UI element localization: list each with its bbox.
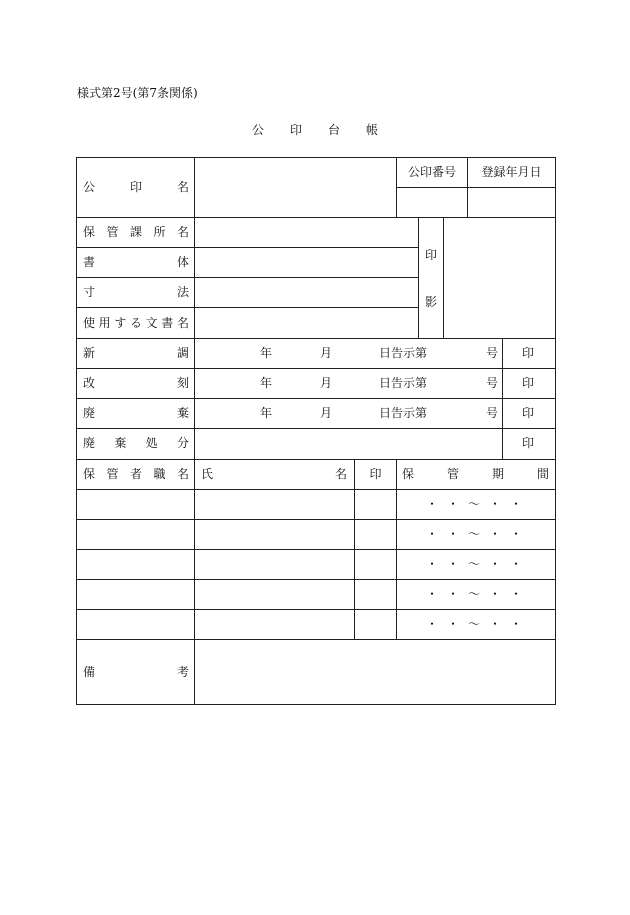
- label-column-divider: [194, 157, 195, 705]
- label-disposal: 廃 棄 処 分: [83, 436, 189, 450]
- row-line: [76, 459, 556, 460]
- row-line: [76, 217, 556, 218]
- period-marks: ・ ・ 〜 ・ ・: [426, 617, 522, 631]
- number-label: 号: [486, 376, 499, 390]
- row-line: [396, 187, 556, 188]
- label-new: 新 調: [83, 346, 189, 360]
- label-typeface: 書 体: [83, 255, 189, 269]
- col-line: [354, 459, 355, 640]
- notice-label: 日告示第: [379, 406, 428, 420]
- row-line: [76, 489, 556, 490]
- impression-label-1: 印: [425, 248, 438, 262]
- row-line: [76, 549, 556, 550]
- period-marks: ・ ・ 〜 ・ ・: [426, 527, 522, 541]
- period-marks: ・ ・ 〜 ・ ・: [426, 557, 522, 571]
- form-number: 様式第2号(第7条関係): [77, 86, 198, 100]
- col-line: [396, 459, 397, 640]
- period-marks: ・ ・ 〜 ・ ・: [426, 587, 522, 601]
- seal-number-header: 公印番号: [407, 165, 456, 179]
- keeper-period-header: 保 管 期 間: [402, 467, 549, 481]
- row-line: [76, 609, 556, 610]
- row-line: [76, 639, 556, 640]
- keeper-seal-header: 印: [369, 467, 382, 481]
- page-title: 公印台帳: [251, 123, 404, 137]
- year-label: 年: [260, 406, 273, 420]
- number-label: 号: [486, 406, 499, 420]
- border-bottom: [76, 704, 556, 705]
- border-left: [76, 157, 77, 705]
- row-line: [76, 247, 419, 248]
- impression-label-2: 影: [425, 295, 438, 309]
- col-line: [443, 217, 444, 339]
- row-line: [76, 277, 419, 278]
- row-line: [76, 398, 556, 399]
- notice-label: 日告示第: [379, 346, 428, 360]
- border-top: [76, 157, 556, 158]
- row-line: [76, 307, 419, 308]
- row-line: [76, 519, 556, 520]
- label-remarks: 備 考: [83, 665, 189, 679]
- seal-label: 印: [522, 346, 535, 360]
- row-line: [76, 338, 556, 339]
- year-label: 年: [260, 346, 273, 360]
- label-documents: 使 用 す る 文 書 名: [83, 316, 189, 330]
- label-department: 保 管 課 所 名: [83, 225, 189, 239]
- keeper-name-header: 氏 名: [201, 467, 347, 481]
- month-label: 月: [320, 376, 333, 390]
- label-seal-name: 公 印 名: [83, 180, 189, 194]
- month-label: 月: [320, 346, 333, 360]
- disposal-seal-label: 印: [522, 436, 535, 450]
- label-revise: 改 刻: [83, 376, 189, 390]
- period-marks: ・ ・ 〜 ・ ・: [426, 497, 522, 511]
- col-line: [502, 338, 503, 460]
- row-line: [76, 579, 556, 580]
- border-right: [555, 157, 556, 705]
- label-abolish: 廃 棄: [83, 406, 189, 420]
- row-line: [76, 368, 556, 369]
- seal-label: 印: [522, 406, 535, 420]
- label-size: 寸 法: [83, 285, 189, 299]
- seal-label: 印: [522, 376, 535, 390]
- notice-label: 日告示第: [379, 376, 428, 390]
- row-line: [76, 428, 556, 429]
- col-line: [418, 217, 419, 339]
- number-label: 号: [486, 346, 499, 360]
- month-label: 月: [320, 406, 333, 420]
- registration-date-header: 登録年月日: [481, 165, 542, 179]
- label-keeper: 保 管 者 職 名: [83, 467, 189, 481]
- year-label: 年: [260, 376, 273, 390]
